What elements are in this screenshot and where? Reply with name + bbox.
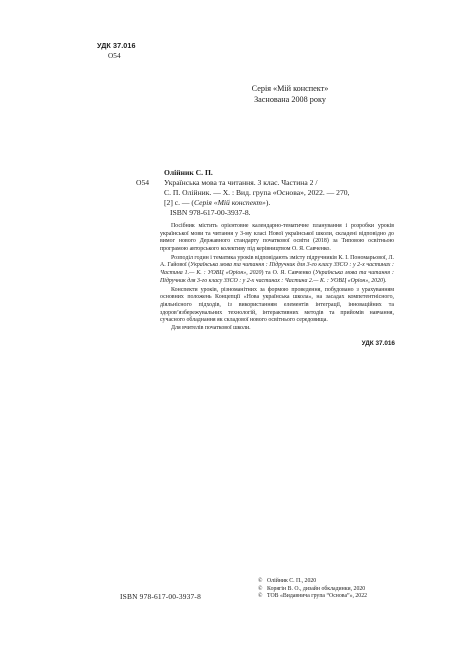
annotation-p2-text-a: Розподіл годин і тематика уроків відповідають змісту підручників К. І. Пономарьової, Л. А. Гайової ( [160, 254, 394, 269]
udk-block-top [97, 41, 136, 61]
catalog-record [136, 168, 394, 218]
catalog-record-index: О54 [136, 178, 150, 187]
series-name: Серія «Мій конспект» [251, 84, 329, 93]
copyright-line-3 [258, 593, 408, 601]
copyright-line-1 [258, 578, 408, 586]
annotation-paragraph-3: Конспекти уроків, різноманітних за формою проведення, побудовано з урахуванням основних положень Концепції «Нова українська школа», на засадах компетентнісного, діяльнісного підходів, із використанням елементів інтеграції, інноваційних та здоров’язбережувальних технологій, інтерактивних методів та прийомів навчання, сучасного обладнання як складової нового освітнього середовища. [160, 286, 394, 324]
copyright-designer: Корягін В. О., дизайн обкладинки, 2020 [267, 585, 366, 592]
udk-code: УДК 37.016 [97, 41, 136, 50]
annotation-audience: Для вчителів початкової школи. [171, 324, 251, 331]
annotation-paragraph-2 [160, 255, 394, 285]
catalog-pages: [2] с. — ( [164, 198, 194, 207]
catalog-pages-end: ). [265, 198, 271, 207]
catalog-title-line: Українська мова та читання. 3 клас. Частина 2 / [164, 178, 318, 187]
annotation-p2-citation-1: Українська мова та читання : Підручник для 3-го класу ЗЗСО : у 2-х частинах : Частина 1.— К. : УОВЦ «Оріон», 2020 [160, 262, 394, 277]
catalog-author: Олійник С. П. [164, 168, 213, 177]
annotation-paragraph-1: Посібник містить орієнтовне календарно-тематичне планування і розробки уроків української мови та читання у 3-му класі Нової української школи, складені відповідно до вимог нового Державного стандарту початкової освіти (2018) за Типовою освітньою програмою авторського колективу під керівництвом О. Я. Савченко. [160, 223, 394, 252]
udk-code-right: УДК 37.016 [361, 340, 395, 347]
copyright-symbol: © [258, 585, 263, 592]
copyright-block [258, 578, 408, 601]
annotation-p2-text-b: ) та О. Я. Савченко ( [261, 270, 316, 277]
catalog-series-italic: Серія «Мій конспект» [193, 198, 266, 207]
annotation-p2-text-c: ). [383, 277, 387, 284]
copyright-publisher: ТОВ «Видавнича група “Основа”», 2022 [267, 593, 367, 600]
catalog-imprint-line: С. П. Олійник. — Х. : Вид. група «Основа», 2022. — 270, [164, 188, 350, 197]
catalog-isbn: ISBN 978-617-00-3937-8. [170, 208, 251, 217]
copyright-author: Олійник С. П., 2020 [267, 578, 317, 584]
annotation [160, 223, 394, 332]
annotation-p2-citation-2: Українська мова та читання : Підручник для 3-го класу ЗЗСО : у 2-х частинах : Частина 2.— К. : УОВЦ «Оріон», 2020 [160, 270, 394, 284]
catalog-index: О54 [108, 52, 121, 60]
catalog-row-1 [136, 178, 394, 188]
copyright-symbol: © [258, 578, 263, 584]
series-founded: Заснована 2008 року [254, 95, 326, 104]
catalog-pages-line [136, 198, 394, 208]
series-note [230, 83, 350, 105]
copyright-symbol: © [258, 593, 263, 600]
isbn-bottom: ISBN 978-617-00-3937-8 [120, 592, 201, 601]
